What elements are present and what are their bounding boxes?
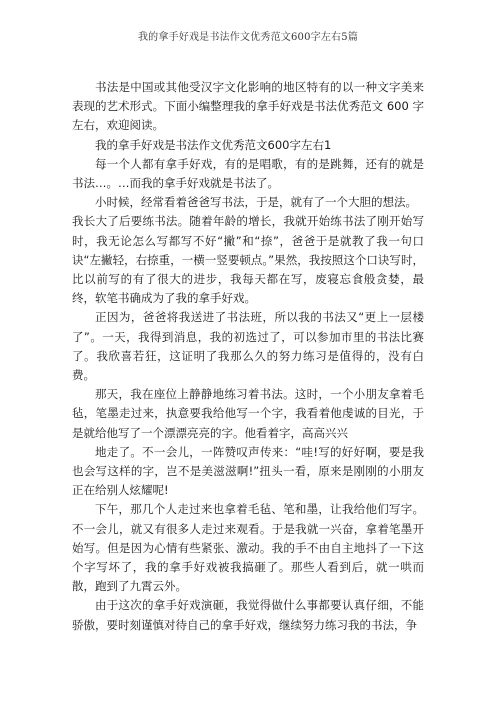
paragraph-intro: 书法是中国或其他受汉字文化影响的地区特有的以一种文字美来表现的艺术形式。下面小编整理我的拿手好戏是书法优秀范文 600 字左右，欢迎阅读。 [72,80,424,133]
paragraph: 正因为，爸爸将我送进了书法班，所以我的书法又“更上一层楼了”。一天，我得到消息，我的初选过了，可以参加市里的书法比赛了。我欣喜若狂，这证明了我那么久的努力练习是值得的，没有白费。 [72,310,424,383]
document-title: 我的拿手好戏是书法作文优秀范文600字左右5篇 [137,32,359,43]
paragraph: 那天，我在座位上静静地练习着书法。这时，一个小朋友拿着毛毡，笔墨走过来，执意要我给他写一个字，我看着他虔诚的目光，于是就给他写了一个漂漂亮亮的字。他看着字，高高兴兴 [72,387,424,440]
paragraph: 由于这次的拿手好戏演砸，我觉得做什么事都要认真仔细，不能骄傲，要时刻谨慎对待自己的拿手好戏，继续努力练习我的书法，争 [72,598,424,632]
paragraph-subtitle: 我的拿手好戏是书法作文优秀范文600字左右1 [95,137,332,152]
paragraph: 我长大了后要练书法。随着年龄的增长，我就开始练书法了刚开始写时，我无论怎么写都写不好“撇”和“捺”，爸爸于是就教了我一句口诀“左撇轻，右捺重，一横一竖要顿点。”果然，我按照这个口诀写时，比以前写的有了很大的进步，我每天都在写，废寝忘食般贪婪，最终，软笔书确成为了我的拿手好戏。 [72,214,424,306]
document-body [72,78,424,635]
paragraph: 小时候，经常看着爸爸写书法，于是，就有了一个大胆的想法。 [95,195,417,210]
paragraph: 下午，那几个人走过来也拿着毛毡、笔和墨，让我给他们写字。不一会儿，就又有很多人走过来观看。于是我就一兴奋，拿着笔墨开始写。但是因为心情有些紧张、激动。我的手不由自主地抖了一下这个字写坏了，我的拿手好戏被我搞砸了。那些人看到后，就一哄而散，跑到了九霄云外。 [72,502,424,594]
paragraph: 地走了。不一会儿，一阵赞叹声传来：“哇!写的好好啊，要是我也会写这样的字，岂不是美滋滋啊!”扭头一看，原来是刚刚的小朋友正在给别人炫耀呢! [72,444,424,498]
paragraph: 每一个人都有拿手好戏，有的是唱歌，有的是跳舞，还有的就是书法…。…而我的拿手好戏就是书法了。 [72,156,424,191]
